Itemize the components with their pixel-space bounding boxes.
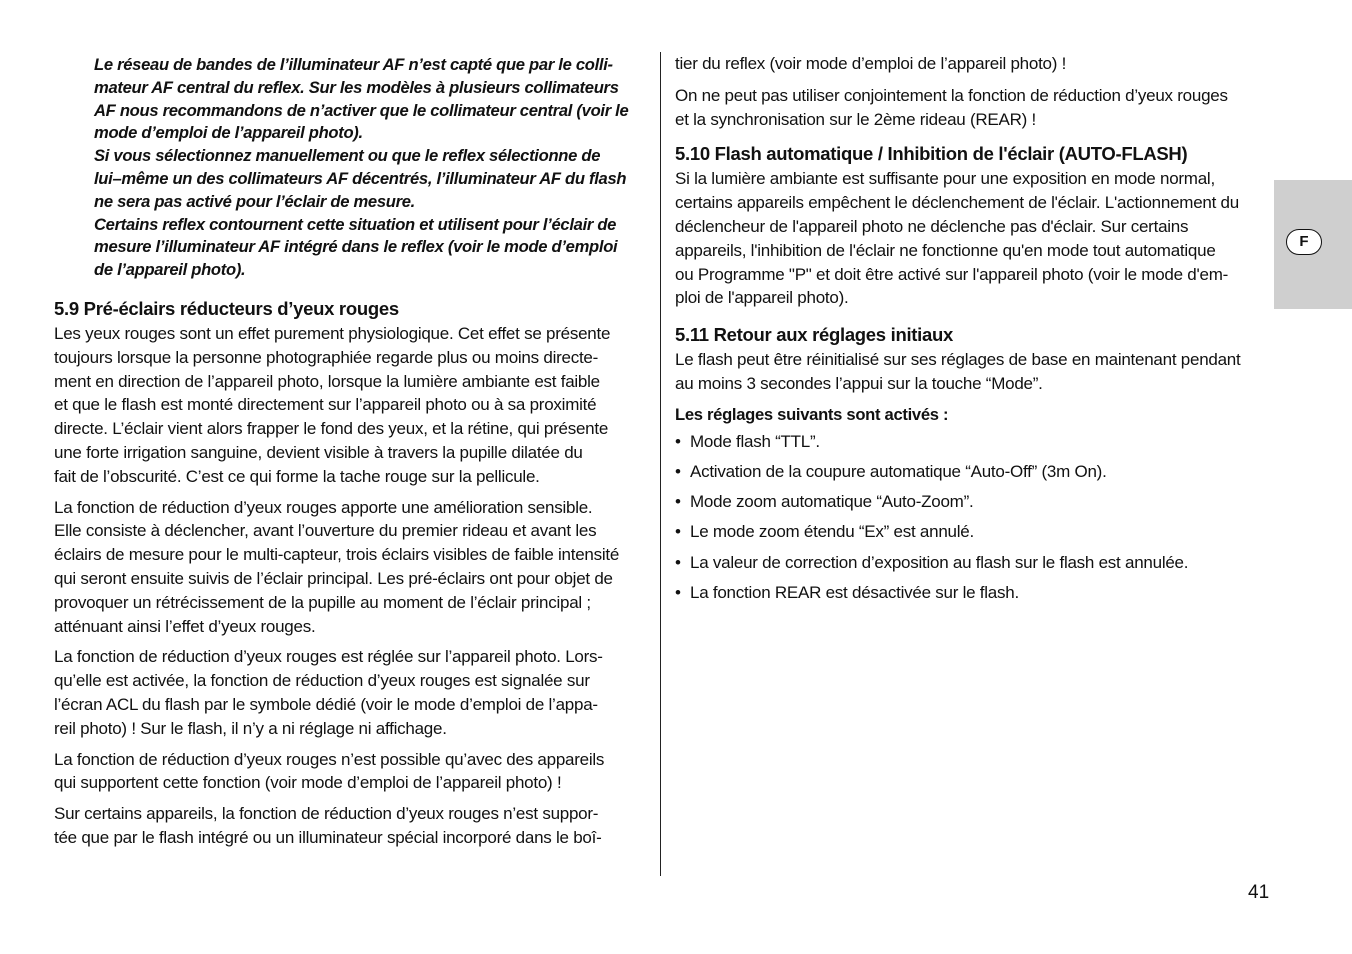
list-item: • Activation de la coupure automatique “Auto-Off” (3m On). <box>675 460 1272 484</box>
paragraph-rear-note: On ne peut pas utiliser conjointement la fonction de réduction d’yeux rouges et la synchronisation sur le 2ème rideau (REAR) ! <box>675 85 1228 129</box>
bullet-icon: • <box>675 522 681 542</box>
note-line: mateur AF central du reflex. Sur les modèles à plusieurs collimateurs <box>94 77 619 97</box>
paragraph-red-eye-setting: La fonction de réduction d’yeux rouges est réglée sur l’appareil photo. Lors- qu’elle est activée, la fonction de réduction d’yeux rouges est signalée sur l’écran ACL du flash par le symbole dédié (voir le mode d’emploi de l’appa- reil photo) ! Sur le flash, il n’y a ni réglage ni affichage. <box>54 647 603 738</box>
column-divider <box>660 52 661 876</box>
paragraph-auto-flash: Si la lumière ambiante est suffisante pour une exposition en mode normal, certains appareils empêchent le déclenchement de l'éclair. L'actionnement du déclencheur de l'appareil photo ne déclenche pas d'éclair. Sur certains appareils, l'inhibition de l'éclair ne fonctionne qu'en mode tout automatique ou Programme "P" et doit être activé sur l'appareil photo (voir le mode d'em- ploi de l'appareil photo). <box>675 169 1239 308</box>
list-item: • Mode zoom automatique “Auto-Zoom”. <box>675 490 1272 514</box>
paragraph-red-eye-compat: La fonction de réduction d’yeux rouges n’est possible qu’avec des appareils qui supportent cette fonction (voir mode d’emploi de l’appareil photo) ! <box>54 749 605 793</box>
note-line: Si vous sélectionnez manuellement ou que le reflex sélectionne de <box>94 146 601 166</box>
section-5-9-heading: 5.9 Pré-éclairs réducteurs d’yeux rouges <box>54 297 399 319</box>
right-column <box>675 50 1272 611</box>
section-5-11-heading: 5.11 Retour aux réglages initiaux <box>675 324 953 346</box>
bullet-icon: • <box>675 582 681 602</box>
note-line: Certains reflex contournent cette situation et utilisent pour l’éclair de <box>94 214 617 234</box>
list-item: • La fonction REAR est désactivée sur le flash. <box>675 581 1272 605</box>
bullet-icon: • <box>675 492 681 512</box>
paragraph-red-eye-intro: Les yeux rouges sont un effet purement physiologique. Cet effet se présente toujours lorsque la personne photographiée regarde plus ou moins directe- ment en direction de l’appareil photo, lorsque la lumière ambiante est faible et que le flash est monté directement sur l’appareil photo ou à sa proximité directe. L’éclair vient alors frapper le fond des yeux, et la rétine, qui présente une forte irrigation sanguine, devient visible à travers la pupille dilatée du fait de l’obscurité. C’est ce qui forme la tache rouge sur la pellicule. <box>54 323 611 486</box>
bullet-icon: • <box>675 431 681 451</box>
af-illuminator-note <box>94 54 654 282</box>
settings-subheading: Les réglages suivants sont activés : <box>675 404 949 424</box>
paragraph-red-eye-function: La fonction de réduction d’yeux rouges apporte une amélioration sensible. Elle consiste à déclencher, avant l’ouverture du premier rideau et avant les éclairs de mesure pour le multi-capteur, trois éclairs visibles de faible intensité qui seront ensuite suivis de l’éclair principal. Les pré-éclairs ont pour objet de provoquer un rétrécissement de la pupille au moment de l’éclair principal ; atténuant ainsi l’effet d’yeux rouges. <box>54 497 620 636</box>
reset-settings-list <box>675 430 1272 605</box>
bullet-icon: • <box>675 552 681 572</box>
bullet-icon: • <box>675 461 681 481</box>
note-line: AF nous recommandons de n’activer que le collimateur central (voir le <box>94 100 629 120</box>
paragraph-reset: Le flash peut être réinitialisé sur ses réglages de base en maintenant pendant au moins 3 secondes l’appui sur la touche “Mode”. <box>675 350 1241 393</box>
paragraph-continuation: tier du reflex (voir mode d’emploi de l’appareil photo) ! <box>675 54 1067 73</box>
list-item: • Le mode zoom étendu “Ex” est annulé. <box>675 520 1272 544</box>
language-badge: F <box>1286 229 1322 255</box>
list-item: • La valeur de correction d’exposition au flash sur le flash est annulée. <box>675 551 1272 575</box>
note-line: mode d’emploi de l’appareil photo). <box>94 123 363 143</box>
section-5-10-heading: 5.10 Flash automatique / Inhibition de l'éclair (AUTO-FLASH) <box>675 143 1188 165</box>
paragraph-red-eye-builtin: Sur certains appareils, la fonction de réduction d’yeux rouges n’est suppor- tée que par le flash intégré ou un illuminateur spécial incorporé dans le boî- <box>54 804 602 847</box>
page-number: 41 <box>1248 882 1270 903</box>
language-tab <box>1274 180 1352 309</box>
note-line: lui–même un des collimateurs AF décentrés, l’illuminateur AF du flash <box>94 168 627 188</box>
note-line: de l’appareil photo). <box>94 260 246 280</box>
note-line: Le réseau de bandes de l’illuminateur AF n’est capté que par le colli- <box>94 55 613 74</box>
list-item: • Mode flash “TTL”. <box>675 430 1272 454</box>
left-column <box>54 50 654 850</box>
note-line: ne sera pas activé pour l’éclair de mesure. <box>94 191 415 211</box>
note-line: mesure l’illuminateur AF intégré dans le reflex (voir le mode d’emploi <box>94 237 618 257</box>
